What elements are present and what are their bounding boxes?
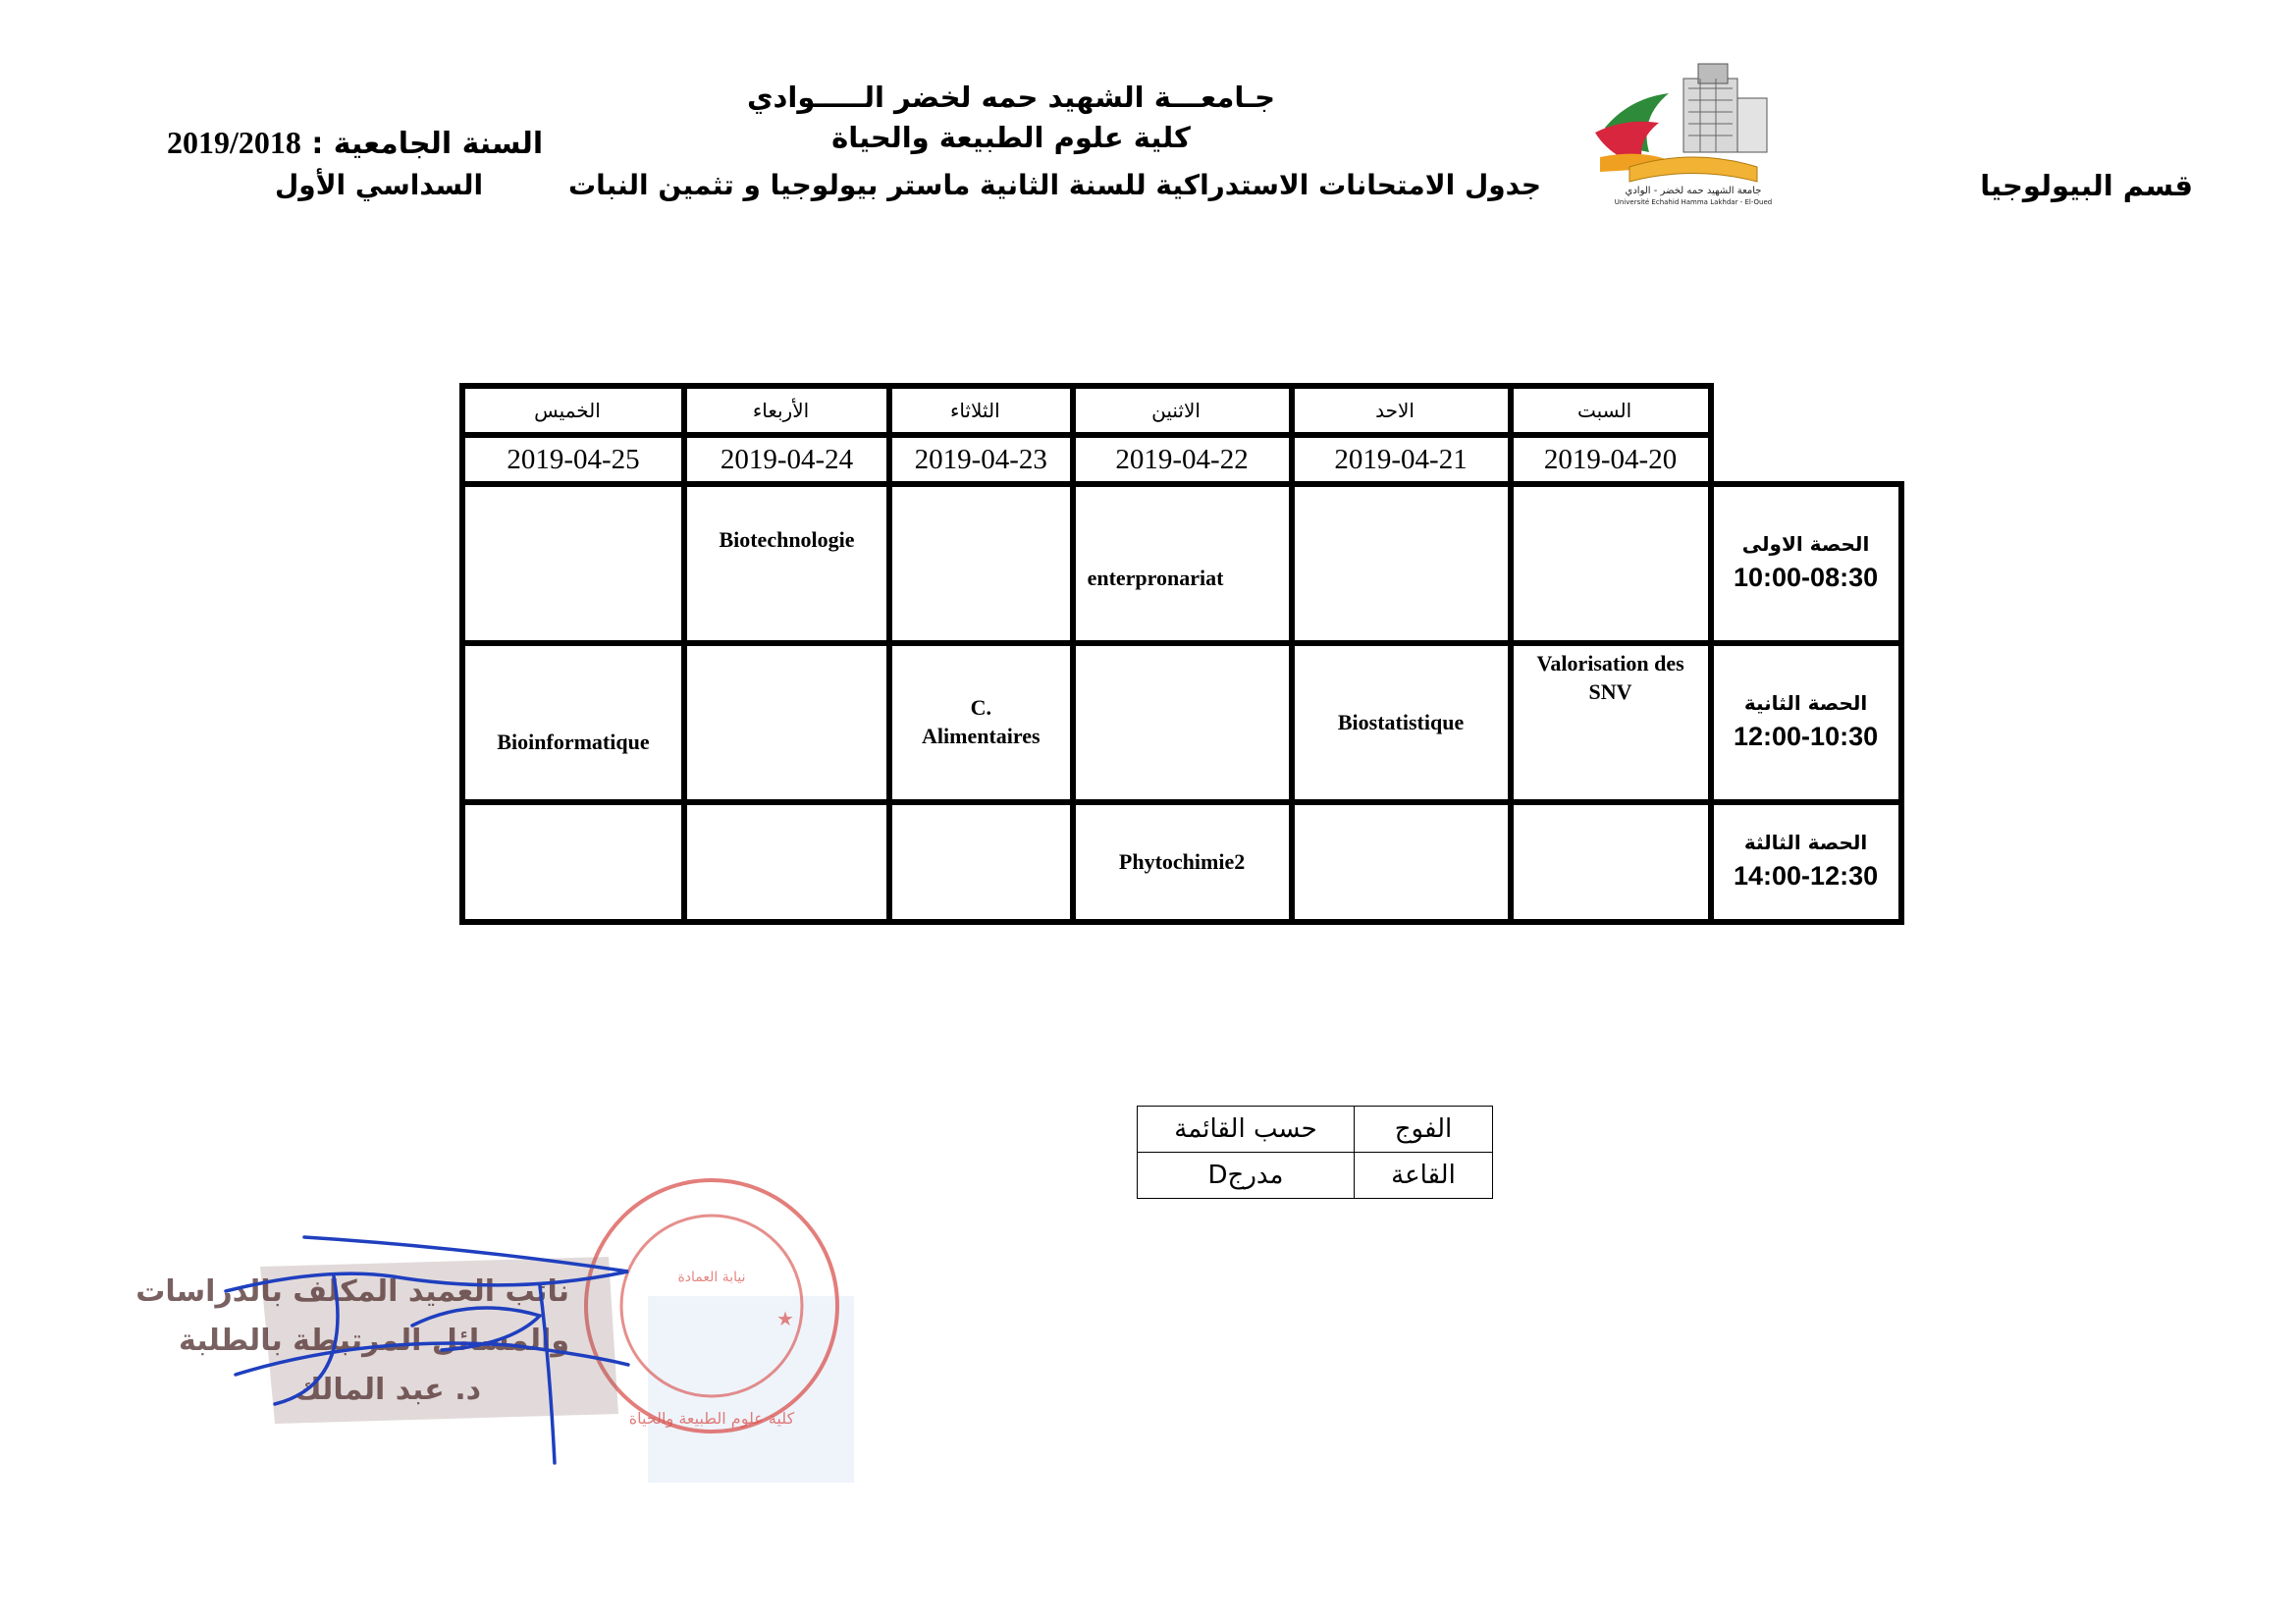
logo-arabic-text: جامعة الشهيد حمه لخضر - الوادي	[1625, 186, 1762, 196]
exam-cell: enterpronariat	[1073, 484, 1292, 643]
exam-cell	[1292, 802, 1511, 922]
svg-text:نيابة العمادة: نيابة العمادة	[677, 1270, 746, 1285]
day-name: السبت	[1511, 386, 1711, 435]
department-name: قسم البيولوجيا	[1980, 169, 2193, 202]
faculty-name: كلية علوم الطبيعة والحياة	[831, 121, 1191, 154]
day-date: 2019-04-20	[1511, 435, 1711, 484]
group-room-table	[1137, 1106, 1493, 1199]
period-time: 12:00-10:30	[1734, 722, 1879, 752]
empty-corner	[1711, 435, 1901, 484]
period-name: الحصة الثالثة	[1743, 831, 1868, 855]
exam-cell	[462, 484, 684, 643]
period-row	[462, 802, 1901, 922]
empty-corner	[1711, 386, 1901, 435]
day-name-row	[462, 386, 1901, 435]
period-row	[462, 484, 1901, 643]
exam-cell: Phytochimie2	[1073, 802, 1292, 922]
day-date: 2019-04-22	[1073, 435, 1292, 484]
group-value: حسب القائمة	[1138, 1107, 1355, 1153]
period-row	[462, 643, 1901, 802]
exam-cell	[889, 484, 1073, 643]
schedule-title: جدول الامتحانات الاستدراكية للسنة الثانية ماستر بيولوجيا و تثمين النبات	[568, 169, 1541, 201]
room-value: مدرجD	[1138, 1153, 1355, 1199]
day-name: الأربعاء	[684, 386, 889, 435]
svg-text:★: ★	[776, 1307, 794, 1330]
group-label: الفوج	[1355, 1107, 1493, 1153]
exam-cell: C. Alimentaires	[889, 643, 1073, 802]
period-header	[1711, 484, 1901, 643]
exam-cell: Valorisation des SNV	[1511, 643, 1711, 802]
day-date: 2019-04-23	[889, 435, 1073, 484]
day-name: الخميس	[462, 386, 684, 435]
exam-cell: Bioinformatique	[462, 643, 684, 802]
exam-cell	[462, 802, 684, 922]
period-header	[1711, 643, 1901, 802]
exam-schedule-table	[459, 383, 1904, 925]
academic-year-value: 2019/2018	[167, 125, 301, 160]
day-name: الاحد	[1292, 386, 1511, 435]
exam-cell	[1511, 484, 1711, 643]
exam-cell	[1073, 643, 1292, 802]
exam-cell	[889, 802, 1073, 922]
university-logo	[1590, 59, 1796, 206]
exam-cell	[684, 802, 889, 922]
group-row	[1138, 1107, 1493, 1153]
day-date: 2019-04-25	[462, 435, 684, 484]
exam-cell	[684, 643, 889, 802]
date-row	[462, 435, 1901, 484]
semester-label: السداسي الأول	[275, 169, 484, 201]
day-name: الاثنين	[1073, 386, 1292, 435]
university-name: جـامعـــة الشهيد حمه لخضر الـــــوادي	[746, 81, 1276, 114]
day-date: 2019-04-21	[1292, 435, 1511, 484]
day-name: الثلاثاء	[889, 386, 1073, 435]
period-name: الحصة الاولى	[1741, 532, 1870, 557]
room-label: القاعة	[1355, 1153, 1493, 1199]
official-stamp-signature	[135, 1178, 854, 1483]
period-time: 14:00-12:30	[1734, 861, 1879, 892]
exam-cell	[1511, 802, 1711, 922]
stamp-line: نائب العميد المكلف بالدراسات	[135, 1274, 569, 1309]
exam-cell: Biotechnologie	[684, 484, 889, 643]
logo-latin-text: Université Echahid Hamma Lakhdar - El-Oued	[1614, 198, 1773, 206]
seal-text: كلية علوم الطبيعة والحياة	[628, 1409, 795, 1428]
period-time: 10:00-08:30	[1734, 563, 1879, 593]
academic-year-label: السنة الجامعية :	[311, 127, 544, 161]
academic-year	[167, 125, 543, 161]
day-date: 2019-04-24	[684, 435, 889, 484]
stamp-line: والمسائل المرتبطة بالطلبة	[179, 1324, 569, 1358]
room-row	[1138, 1153, 1493, 1199]
stamp-line: د. عبد المالك	[294, 1373, 481, 1407]
period-name: الحصة الثانية	[1743, 691, 1868, 716]
exam-cell: Biostatistique	[1292, 643, 1511, 802]
period-header	[1711, 802, 1901, 922]
exam-cell	[1292, 484, 1511, 643]
